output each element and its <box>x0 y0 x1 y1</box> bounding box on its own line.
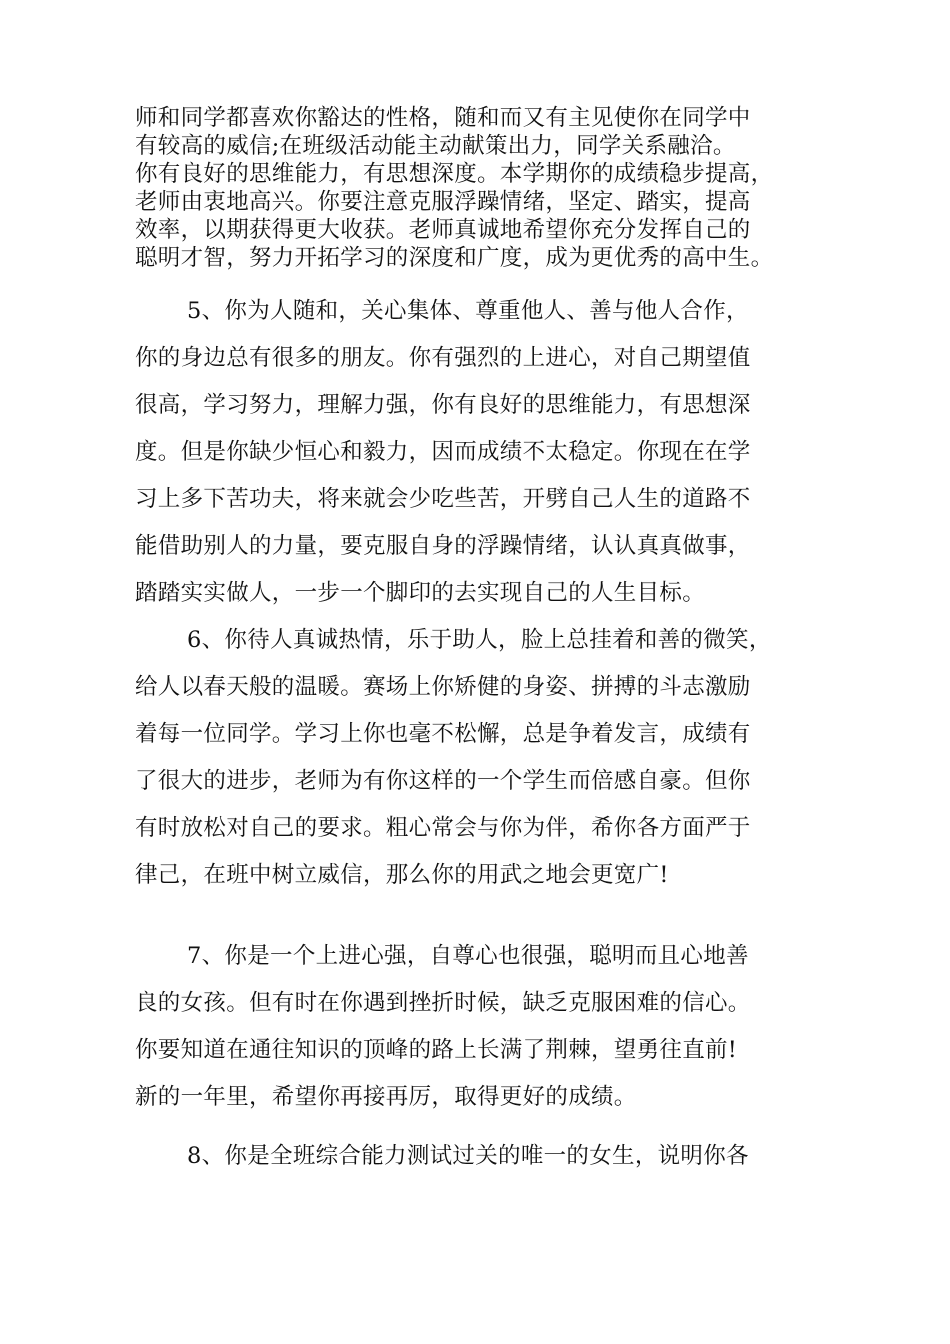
text-line: 良的女孩。但有时在你遇到挫折时候，缺乏克服困难的信心。 <box>135 990 751 1016</box>
text-line: 6、你待人真诚热情，乐于助人，脸上总挂着和善的微笑， <box>187 627 772 653</box>
text-line: 着每一位同学。学习上你也毫不松懈，总是争着发言，成绩有 <box>135 721 751 747</box>
text-line: 很高，学习努力，理解力强，你有良好的思维能力，有思想深 <box>135 392 751 418</box>
text-line: 你要知道在通往知识的顶峰的路上长满了荆棘，望勇往直前! <box>135 1037 738 1063</box>
text-line: 踏踏实实做人，一步一个脚印的去实现自己的人生目标。 <box>135 580 706 606</box>
text-line: 有较高的威信;在班级活动能主动献策出力，同学关系融洽。 <box>135 133 736 159</box>
text-line: 5、你为人随和，关心集体、尊重他人、善与他人合作， <box>187 298 749 324</box>
text-line: 你有良好的思维能力，有思想深度。本学期你的成绩稳步提高， <box>135 161 774 187</box>
text-line: 新的一年里，希望你再接再厉，取得更好的成绩。 <box>135 1084 637 1110</box>
text-line: 了很大的进步，老师为有你这样的一个学生而倍感自豪。但你 <box>135 768 751 794</box>
text-line: 给人以春天般的温暖。赛场上你矫健的身姿、拼搏的斗志激励 <box>135 674 751 700</box>
text-line: 能借助别人的力量，要克服自身的浮躁情绪，认认真真做事， <box>135 533 751 559</box>
text-line: 老师由衷地高兴。你要注意克服浮躁情绪，坚定、踏实，提高 <box>135 189 751 215</box>
text-line: 8、你是全班综合能力测试过关的唯一的女生，说明你各 <box>187 1143 749 1169</box>
text-line: 聪明才智，努力开拓学习的深度和广度，成为更优秀的高中生。 <box>135 245 774 271</box>
text-line: 度。但是你缺少恒心和毅力，因而成绩不太稳定。你现在在学 <box>135 439 751 465</box>
text-line: 律己，在班中树立威信，那么你的用武之地会更宽广! <box>135 862 669 888</box>
text-line: 7、你是一个上进心强，自尊心也很强，聪明而且心地善 <box>187 943 749 969</box>
text-line: 效率，以期获得更大收获。老师真诚地希望你充分发挥自己的 <box>135 217 751 243</box>
text-line: 有时放松对自己的要求。粗心常会与你为伴，希你各方面严于 <box>135 815 751 841</box>
text-line: 习上多下苦功夫，将来就会少吃些苦，开劈自己人生的道路不 <box>135 486 751 512</box>
text-line: 师和同学都喜欢你豁达的性格，随和而又有主见使你在同学中 <box>135 105 751 131</box>
text-line: 你的身边总有很多的朋友。你有强烈的上进心，对自己期望值 <box>135 345 751 371</box>
